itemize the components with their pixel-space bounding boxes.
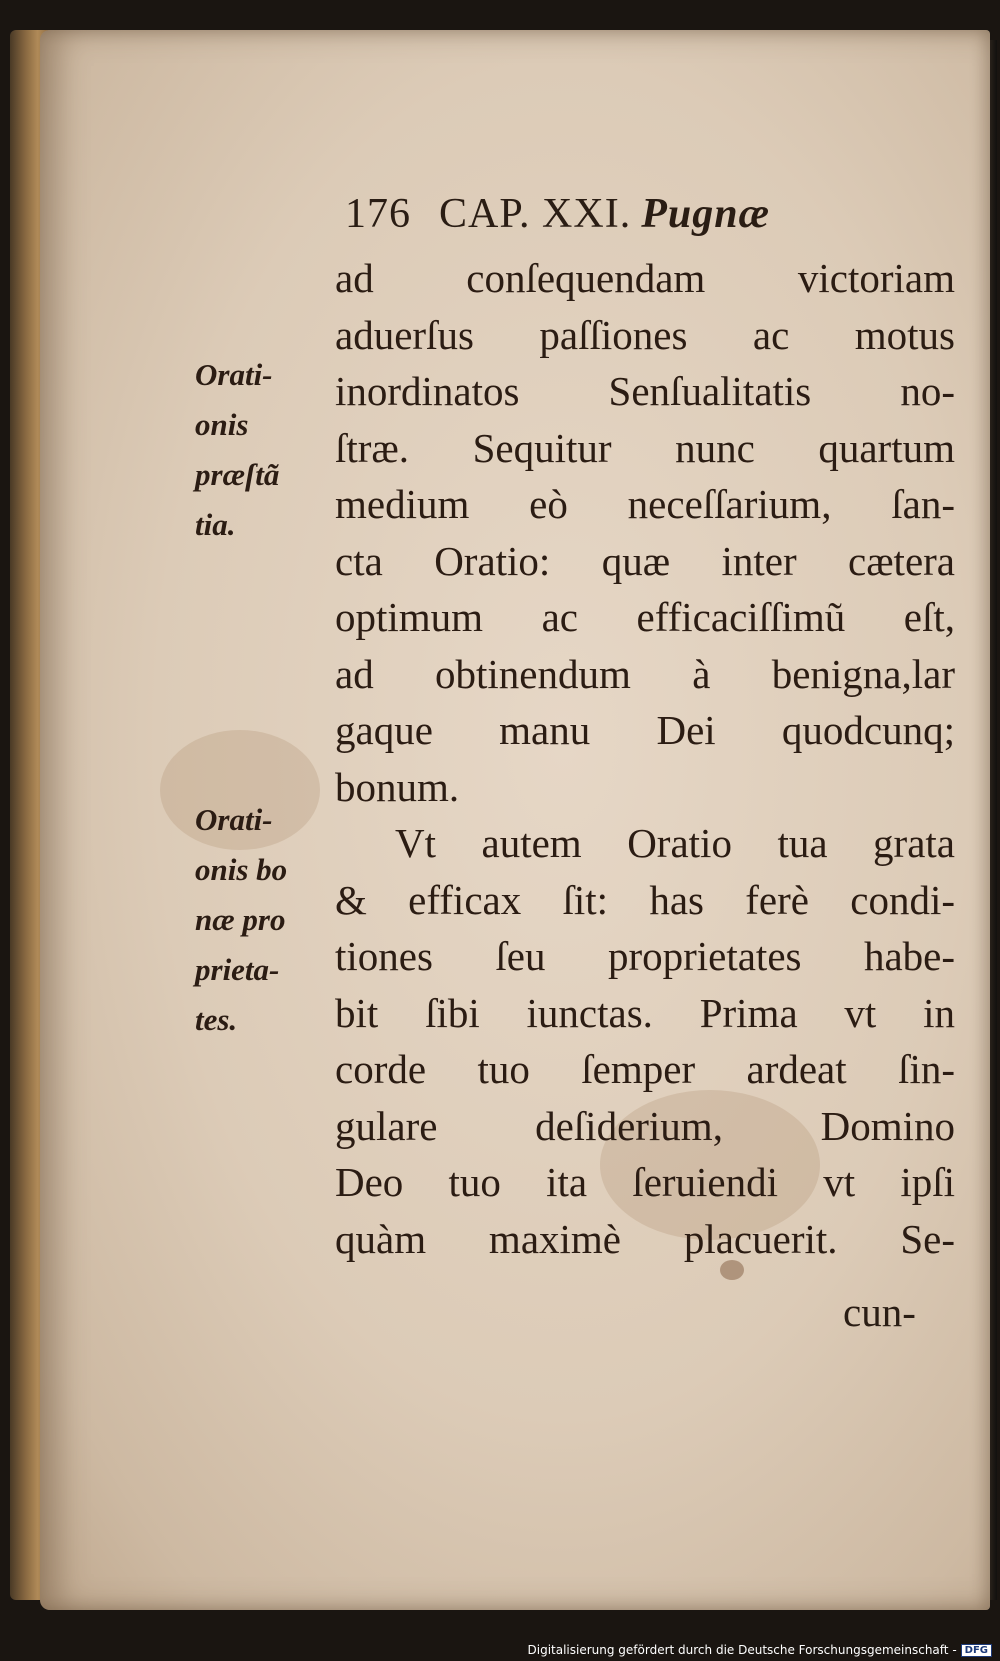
text-line: inordinatos Senſualitatis no- [335, 368, 955, 414]
text-line: quàm maximè placuerit. Se- [335, 1215, 955, 1262]
text-line: ad obtinendum à benigna,lar [335, 650, 955, 697]
margin-note-line: næ pro [195, 902, 286, 937]
text-line: bit ſibi iunctas. Prima vt in [335, 989, 955, 1036]
digitization-credit [528, 1643, 993, 1657]
text-line: bonum. [335, 763, 460, 810]
text-line: & efficax ſit: has ferè condi- [335, 876, 955, 923]
margin-note-line: tia. [195, 507, 236, 542]
credit-text: Digitalisierung gefördert durch die Deutsche Forschungsgemeinschaft - [527, 1643, 957, 1657]
text-line: ſtræ. Sequitur nunc quartum [335, 424, 955, 471]
text-line: ad conſequendam victoriam [335, 255, 955, 301]
chapter-label: CAP. XXI. [439, 191, 632, 237]
catchword: cun- [843, 1289, 916, 1335]
margin-note [195, 350, 335, 550]
text-line: aduerſus paſſiones ac motus [335, 311, 955, 358]
text-line: Deo tuo ita ſeruiendi vt ipſi [335, 1159, 955, 1205]
text-line: medium eò neceſſarium, ſan- [335, 481, 955, 527]
body-text [335, 250, 955, 1267]
text-line: cta Oratio: quæ inter cætera [335, 537, 955, 584]
dfg-logo: DFG [961, 1644, 992, 1657]
text-line: gaque manu Dei quodcunq; [335, 707, 955, 753]
text-line: gulare deſiderium, Domino [335, 1102, 955, 1149]
running-head [345, 190, 770, 238]
margin-note-line: Orati- [195, 357, 273, 392]
margin-note-line: prieta- [195, 952, 280, 987]
text-line: optimum ac efficaciſſimũ eſt, [335, 594, 955, 640]
chapter-title: Pugnæ [641, 191, 770, 237]
margin-note-line: onis bo [195, 852, 288, 887]
margin-note-line: Orati- [195, 802, 273, 837]
margin-note-line: tes. [195, 1002, 238, 1037]
text-line: tiones ſeu proprietates habe- [335, 933, 955, 979]
page-number: 176 [345, 191, 411, 237]
margin-note-line: præſtã [195, 457, 280, 492]
text-line: corde tuo ſemper ardeat ſin- [335, 1046, 955, 1092]
margin-note [195, 795, 335, 1045]
text-line: Vt autem Oratio tua grata [395, 820, 955, 866]
margin-note-line: onis [195, 407, 249, 442]
